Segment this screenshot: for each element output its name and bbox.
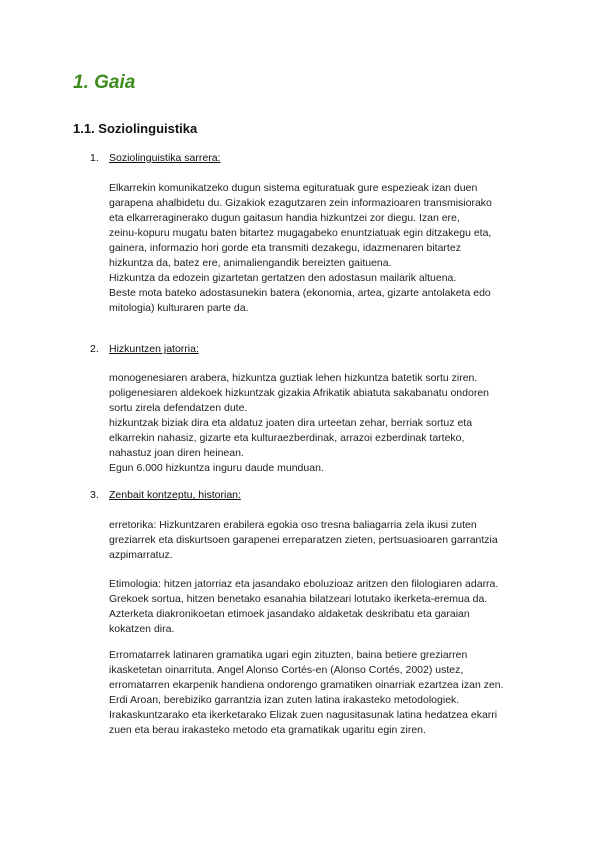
section-title: 1.1. Soziolinguistika [73, 121, 198, 136]
paragraph [109, 577, 534, 637]
list-item-label: Zenbait kontzeptu, historian: [109, 489, 241, 501]
text-line: Erromatarrek latinaren gramatika ugari egin zituzten, baina betiere greziarren [109, 649, 468, 661]
text-line: Azterketa diakronikoetan etimoek jasandako aldaketak deskribatu eta garaian [109, 608, 470, 620]
text-line: erretorika: Hizkuntzaren erabilera egokia oso tresna baliagarria zela ikusi zuten [109, 519, 477, 531]
text-line: hizkuntzak biziak dira eta aldatuz joaten dira urteetan zehar, berriak sortuz eta [109, 417, 473, 429]
text-line: Elkarrekin komunikatzeko dugun sistema egituratuak gure espezieak izan duen [109, 182, 478, 194]
text-line: Erdi Aroan, berebiziko garrantzia izan zuten latina irakasteko metodologiek. [109, 694, 460, 706]
list-number: 2. [90, 343, 99, 355]
text-line: sortu zirela defendatzen dute. [109, 402, 248, 414]
text-line: Egun 6.000 hizkuntza inguru daude munduan. [109, 462, 324, 474]
text-line: Beste mota bateko adostasunekin batera (ekonomia, artea, gizarte antolaketa edo [109, 287, 491, 299]
list-number: 3. [90, 489, 99, 501]
list-number: 1. [90, 152, 99, 164]
text-line: mitologia) kulturaren parte da. [109, 302, 249, 314]
paragraph [109, 371, 534, 476]
list-item-heading [90, 343, 199, 355]
text-line: azpimarratuz. [109, 549, 173, 561]
text-line: garapena ahalbidetu du. Gizakiok ezagutzaren zein informazioaren transmisiorako [109, 197, 492, 209]
list-item-heading [90, 152, 220, 164]
text-line: nahastuz joan diren heinean. [109, 447, 244, 459]
text-line: Irakaskuntzarako eta ikerketarako Elizak zuen nagusitasunak latina hedatzea ekarri [109, 709, 498, 721]
text-line: elkarrekin nahasiz, gizarte eta kulturaezberdinak, arrazoi ezberdinak tarteko, [109, 432, 465, 444]
list-item-heading [90, 489, 241, 501]
chapter-title: 1. Gaia [73, 72, 136, 93]
text-line: Etimologia: hitzen jatorriaz eta jasandako eboluzioaz aritzen den filologiaren adarra. [109, 578, 499, 590]
text-line: monogenesiaren arabera, hizkuntza guztiak lehen hizkuntza batetik sortu ziren. [109, 372, 478, 384]
paragraph [109, 518, 534, 563]
text-line: greziarrek eta diskurtsoen garapenei erreparatzen zieten, pertsuasioaren garrantzia [109, 534, 498, 546]
text-line: eta elkarreraginerako dugun gaitasun handia hizkuntzei zor diegu. Izan ere, [109, 212, 460, 224]
text-line: erromatarren ekarpenik handiena ondorengo gramatiken oinarriak ezartzea izan zen. [109, 679, 504, 691]
text-line: zeinu-kopuru mugatu baten bitartez mugagabeko enuntziatuak egin ditzakegu eta, [109, 227, 492, 239]
paragraph [109, 181, 534, 316]
text-line: kokatzen dira. [109, 623, 175, 635]
paragraph [109, 648, 534, 738]
text-line: Grekoek sortua, hitzen benetako esanahia bilatzeari lotutako ikerketa-eremua da. [109, 593, 488, 605]
list-item-label: Hizkuntzen jatorria: [109, 343, 199, 355]
text-line: ikasketetan oinarrituta. Angel Alonso Cortés-en (Alonso Cortés, 2002) ustez, [109, 664, 464, 676]
text-line: Hizkuntza da edozein gizartetan gertatzen den adostasun mailarik altuena. [109, 272, 457, 284]
text-line: gainera, informazio hori gorde eta transmiti dezakegu, idazmenaren bitartez [109, 242, 461, 254]
text-line: hizkuntza da, batez ere, animaliengandik bereizten gaituena. [109, 257, 392, 269]
list-item-label: Soziolinguistika sarrera: [109, 152, 221, 164]
text-line: zuen eta berau irakasteko metodo eta gramatikak ugaritu egin ziren. [109, 724, 426, 736]
text-line: poligenesiaren aldekoek hizkuntzak gizakia Afrikatik abiatuta sakabanatu ondoren [109, 387, 489, 399]
